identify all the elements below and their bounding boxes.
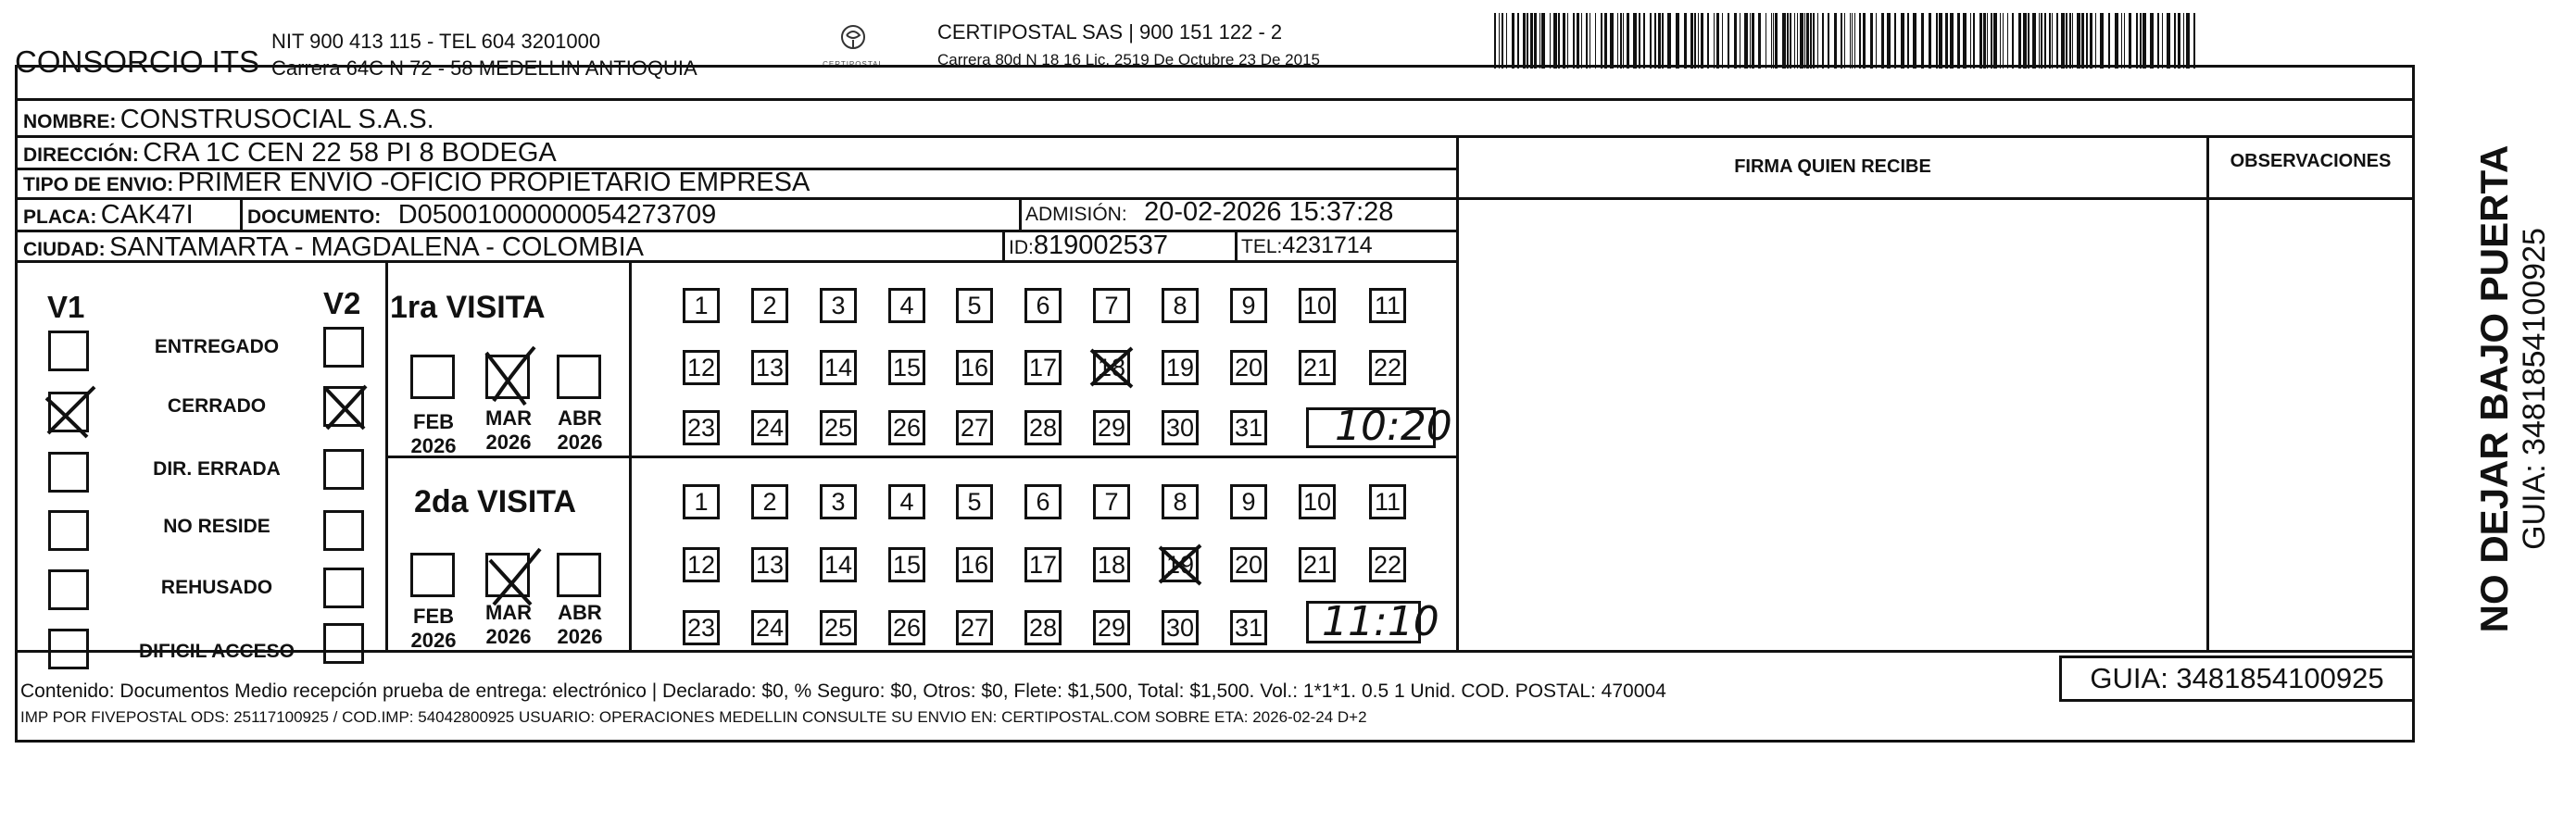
- tel-value: 4231714: [1282, 232, 1373, 258]
- barcode-bar: [1604, 13, 1607, 69]
- v2-rehusado-checkbox[interactable]: [323, 568, 364, 608]
- barcode-bar: [1517, 13, 1519, 69]
- barcode-bar: [1744, 13, 1748, 69]
- visit1-day-11[interactable]: 11: [1369, 288, 1406, 323]
- visit1-day-4[interactable]: 4: [888, 288, 925, 323]
- barcode-bar: [2066, 13, 2067, 69]
- visit2-mar-check-mark: [488, 547, 544, 608]
- barcode-bar: [2108, 13, 2110, 69]
- status-rehusado: REHUSADO: [160, 577, 273, 598]
- barcode-bar: [2157, 13, 2159, 69]
- visit2-day-11[interactable]: 11: [1369, 484, 1406, 519]
- visit1-day-18[interactable]: 18: [1093, 350, 1130, 385]
- barcode-bar: [1527, 13, 1528, 69]
- barcode-bar: [1794, 13, 1795, 69]
- barcode-bar: [2100, 13, 2104, 69]
- barcode-bar: [1716, 13, 1719, 69]
- barcode-bar: [1945, 13, 1948, 69]
- barcode-bar: [1901, 13, 1904, 69]
- barcode-bar: [1633, 13, 1637, 69]
- visit2-day-3[interactable]: 3: [820, 484, 857, 519]
- barcode-bar: [2129, 13, 2131, 69]
- barcode-bar: [1694, 13, 1696, 69]
- visit2-feb-checkbox[interactable]: [410, 553, 455, 597]
- barcode-bar: [1714, 13, 1715, 69]
- documento-field: [247, 200, 716, 231]
- barcode-bar: [2023, 13, 2027, 69]
- barcode-bar: [1662, 13, 1664, 69]
- barcode-bar: [1676, 13, 1679, 69]
- barcode-bar: [1658, 13, 1661, 69]
- barcode-bar: [2086, 13, 2088, 69]
- barcode-bar: [1758, 13, 1761, 69]
- tipo-envio-field: [23, 168, 810, 198]
- barcode-bar: [1567, 13, 1568, 69]
- barcode-bar: [2095, 13, 2096, 69]
- barcode-bar: [1541, 13, 1545, 69]
- divider: [240, 197, 243, 230]
- barcode-bar: [2061, 13, 2065, 69]
- barcode-bar: [1773, 13, 1774, 69]
- v1-cerrado-check-mark: [43, 385, 102, 441]
- barcode-bar: [2162, 13, 2163, 69]
- v1-entregado-checkbox[interactable]: [48, 331, 89, 371]
- visit2-time: 11:10: [1322, 598, 1439, 645]
- barcode-bar: [1870, 13, 1873, 69]
- id-field: [1009, 231, 1168, 261]
- visit2-mar-label: MAR 2026: [484, 601, 533, 648]
- barcode-bar: [2150, 13, 2154, 69]
- status-dir-errada: DIR. ERRADA: [153, 458, 281, 480]
- barcode-bar: [1722, 13, 1723, 69]
- visit2-day-26[interactable]: 26: [888, 610, 925, 645]
- barcode-bar: [1667, 13, 1671, 69]
- barcode-bar: [1654, 13, 1656, 69]
- status-entregado: ENTREGADO: [154, 336, 280, 357]
- visit2-day-20[interactable]: 20: [1230, 547, 1267, 582]
- visit1-day-1[interactable]: 1: [683, 288, 720, 323]
- documento-value: D05001000000054273709: [397, 200, 717, 230]
- barcode-bar: [1494, 13, 1496, 69]
- visit1-day-12[interactable]: 12: [683, 350, 720, 385]
- visit1-day-16[interactable]: 16: [956, 350, 993, 385]
- visit1-feb-label: FEB 2026: [410, 410, 457, 457]
- visit1-day-31[interactable]: 31: [1230, 410, 1267, 445]
- barcode-bar: [1859, 13, 1861, 69]
- barcode-bar: [1782, 13, 1786, 69]
- visit2-day-9[interactable]: 9: [1230, 484, 1267, 519]
- visit1-day-23[interactable]: 23: [683, 410, 720, 445]
- barcode-bar: [1563, 13, 1565, 69]
- barcode-bar: [1963, 13, 1967, 69]
- visit1-day-check-mark: [1087, 344, 1136, 391]
- barcode-bar: [1550, 13, 1551, 69]
- barcode-bar: [2115, 13, 2118, 69]
- visit1-day-14[interactable]: 14: [820, 350, 857, 385]
- barcode-bar: [1553, 13, 1557, 69]
- barcode-bar: [2186, 13, 2190, 69]
- barcode-bar: [1620, 13, 1622, 69]
- certi-line2: Carrera 80d N 18 16 Lic. 2519 De Octubre 23 De 2015: [937, 51, 1320, 69]
- barcode-bar: [1852, 13, 1853, 69]
- divider: [1456, 135, 1459, 650]
- tipo-envio-value: PRIMER ENVÍO -OFICIO PROPIETARIO EMPRESA: [177, 168, 810, 197]
- barcode-bar: [1534, 13, 1537, 69]
- barcode-bar: [1950, 13, 1954, 69]
- visit1-abr-checkbox[interactable]: [557, 355, 601, 399]
- barcode-bar: [2032, 13, 2036, 69]
- visit2-day-28[interactable]: 28: [1024, 610, 1062, 645]
- barcode-bar: [1750, 13, 1751, 69]
- logo-icon: [835, 23, 872, 55]
- barcode-bar: [2039, 13, 2040, 69]
- visit1-day-9[interactable]: 9: [1230, 288, 1267, 323]
- visit2-day-16[interactable]: 16: [956, 547, 993, 582]
- direccion-field: [23, 138, 557, 169]
- visit2-day-1[interactable]: 1: [683, 484, 720, 519]
- barcode-bar: [2174, 13, 2176, 69]
- visit1-day-5[interactable]: 5: [956, 288, 993, 323]
- footer-contenido: Contenido: Documentos Medio recepción prueba de entrega: electrónico | Declarado: $0, % Seguro: $0, Otros: $0, Flete: $1,500, Total: $1,500. Vol.: 1*1*1. 0.5 1 Unid. COD. POSTAL: 470004: [20, 680, 1666, 702]
- visit2-day-17[interactable]: 17: [1024, 547, 1062, 582]
- visit1-day-22[interactable]: 22: [1369, 350, 1406, 385]
- barcode-bar: [1530, 13, 1533, 69]
- barcode-bar: [2049, 13, 2051, 69]
- visit2-day-21[interactable]: 21: [1299, 547, 1336, 582]
- delivery-form: [15, 65, 2415, 743]
- admision-label: ADMISIÓN:: [1025, 204, 1127, 225]
- barcode-bar: [1586, 13, 1588, 69]
- barcode-bar: [1979, 13, 1982, 69]
- visit1-title: 1ra VISITA: [390, 290, 546, 325]
- v1-rehusado-checkbox[interactable]: [48, 569, 89, 610]
- barcode-bar: [2069, 13, 2071, 69]
- ciudad-field: [23, 232, 644, 263]
- barcode-bar: [1973, 13, 1975, 69]
- v1-no-reside-checkbox[interactable]: [48, 510, 89, 551]
- barcode-bar: [1650, 13, 1652, 69]
- barcode: [1494, 13, 2195, 69]
- visit2-day-8[interactable]: 8: [1162, 484, 1199, 519]
- barcode-bar: [1887, 13, 1891, 69]
- visit1-day-28[interactable]: 28: [1024, 410, 1062, 445]
- barcode-bar: [1734, 13, 1737, 69]
- barcode-bar: [2041, 13, 2042, 69]
- firma-header: FIRMA QUIEN RECIBE: [1734, 156, 1931, 177]
- visit1-day-27[interactable]: 27: [956, 410, 993, 445]
- v1-header: V1: [47, 290, 85, 324]
- barcode-bar: [2090, 13, 2092, 69]
- visit2-day-25[interactable]: 25: [820, 610, 857, 645]
- admision-field: [1025, 197, 1393, 228]
- barcode-bar: [1523, 13, 1526, 69]
- divider: [2412, 98, 2415, 650]
- visit1-day-30[interactable]: 30: [1162, 410, 1199, 445]
- visit2-day-4[interactable]: 4: [888, 484, 925, 519]
- visit1-time: 10:20: [1335, 403, 1452, 450]
- visit1-time-box[interactable]: [1306, 403, 1452, 450]
- barcode-bar: [1577, 13, 1579, 69]
- barcode-bar: [1936, 13, 1938, 69]
- barcode-bar: [1913, 13, 1916, 69]
- direccion-value: CRA 1C CEN 22 58 PI 8 BODEGA: [143, 138, 557, 168]
- barcode-bar: [1881, 13, 1884, 69]
- nombre-label: NOMBRE:: [23, 111, 117, 132]
- address-line: Carrera 64C N 72 - 58 MEDELLIN ANTIOQUIA: [271, 56, 697, 80]
- barcode-bar: [1817, 13, 1818, 69]
- barcode-bar: [1573, 13, 1575, 69]
- nit-line: NIT 900 413 115 - TEL 604 3201000: [271, 30, 601, 53]
- barcode-bar: [1707, 13, 1709, 69]
- barcode-bar: [2193, 13, 2195, 69]
- barcode-bar: [1921, 13, 1924, 69]
- v2-dir-errada-checkbox[interactable]: [323, 449, 364, 490]
- tel-label: TEL:: [1241, 236, 1283, 257]
- barcode-bar: [1728, 13, 1729, 69]
- barcode-bar: [1844, 13, 1845, 69]
- barcode-bar: [1804, 13, 1805, 69]
- barcode-bar: [1993, 13, 1997, 69]
- observaciones-header: OBSERVACIONES: [2230, 151, 2392, 171]
- barcode-bar: [2183, 13, 2184, 69]
- barcode-bar: [1957, 13, 1960, 69]
- visit2-abr-label: ABR 2026: [557, 601, 603, 648]
- visit1-day-21[interactable]: 21: [1299, 350, 1336, 385]
- barcode-bar: [2012, 13, 2014, 69]
- barcode-bar: [1601, 13, 1602, 69]
- nombre-field: [23, 105, 434, 135]
- visit2-day-6[interactable]: 6: [1024, 484, 1062, 519]
- documento-label: DOCUMENTO:: [247, 206, 382, 228]
- visit1-day-19[interactable]: 19: [1162, 350, 1199, 385]
- barcode-bar: [1907, 13, 1909, 69]
- visit2-day-2[interactable]: 2: [751, 484, 788, 519]
- visit1-day-6[interactable]: 6: [1024, 288, 1062, 323]
- visit1-day-10[interactable]: 10: [1299, 288, 1336, 323]
- barcode-bar: [1775, 13, 1778, 69]
- side-label: [2473, 145, 2553, 633]
- visit2-day-7[interactable]: 7: [1093, 484, 1130, 519]
- visit2-day-23[interactable]: 23: [683, 610, 720, 645]
- visit2-day-24[interactable]: 24: [751, 610, 788, 645]
- visit2-feb-label: FEB 2026: [410, 605, 457, 652]
- barcode-bar: [1834, 13, 1837, 69]
- barcode-bar: [1690, 13, 1693, 69]
- id-value: 819002537: [1033, 231, 1168, 260]
- barcode-bar: [1539, 13, 1540, 69]
- barcode-bar: [1929, 13, 1931, 69]
- v2-dificil-acceso-checkbox[interactable]: [323, 623, 364, 664]
- barcode-bar: [2178, 13, 2180, 69]
- visit1-day-8[interactable]: 8: [1162, 288, 1199, 323]
- side-title: NO DEJAR BAJO PUERTA: [2472, 144, 2516, 633]
- barcode-bar: [1502, 13, 1503, 69]
- ciudad-value: SANTAMARTA - MAGDALENA - COLOMBIA: [109, 232, 644, 262]
- barcode-bar: [1581, 13, 1582, 69]
- v2-entregado-checkbox[interactable]: [323, 327, 364, 368]
- visit2-day-check-mark: [1156, 542, 1204, 588]
- visit2-day-30[interactable]: 30: [1162, 610, 1199, 645]
- visit1-day-13[interactable]: 13: [751, 350, 788, 385]
- visit1-day-3[interactable]: 3: [820, 288, 857, 323]
- v1-dificil-acceso-checkbox[interactable]: [48, 629, 89, 669]
- barcode-bar: [1623, 13, 1624, 69]
- visit1-day-24[interactable]: 24: [751, 410, 788, 445]
- divider: [18, 98, 2412, 101]
- barcode-bar: [1558, 13, 1560, 69]
- side-guia: GUIA: 3481854100925: [2517, 228, 2552, 550]
- barcode-bar: [1790, 13, 1791, 69]
- barcode-bar: [1595, 13, 1596, 69]
- visit2-time-box[interactable]: [1306, 598, 1439, 645]
- barcode-bar: [2136, 13, 2138, 69]
- guia-box: GUIA: 3481854100925: [2059, 655, 2415, 702]
- visit1-day-25[interactable]: 25: [820, 410, 857, 445]
- barcode-bar: [1684, 13, 1687, 69]
- barcode-bar: [2018, 13, 2021, 69]
- barcode-bar: [1506, 13, 1507, 69]
- barcode-bar: [2142, 13, 2146, 69]
- visit2-day-15[interactable]: 15: [888, 547, 925, 582]
- placa-field: [23, 200, 194, 231]
- company-name: CONSORCIO ITS: [15, 44, 260, 79]
- barcode-bar: [1771, 13, 1772, 69]
- barcode-bar: [1850, 13, 1851, 69]
- barcode-bar: [1617, 13, 1618, 69]
- barcode-bar: [1512, 13, 1514, 69]
- barcode-bar: [1627, 13, 1629, 69]
- visit2-day-27[interactable]: 27: [956, 610, 993, 645]
- barcode-bar: [2052, 13, 2053, 69]
- divider: [385, 456, 1456, 458]
- visit1-abr-label: ABR 2026: [557, 406, 603, 454]
- direccion-label: DIRECCIÓN:: [23, 144, 139, 166]
- barcode-bar: [1983, 13, 1986, 69]
- visit2-day-10[interactable]: 10: [1299, 484, 1336, 519]
- v2-cerrado-check-mark: [320, 382, 371, 434]
- barcode-bar: [2003, 13, 2004, 69]
- visit1-day-20[interactable]: 20: [1230, 350, 1267, 385]
- barcode-bar: [1698, 13, 1699, 69]
- admision-value: 20-02-2026 15:37:28: [1144, 197, 1394, 227]
- v2-header: V2: [323, 286, 361, 320]
- barcode-bar: [1841, 13, 1842, 69]
- footer-imp: IMP POR FIVEPOSTAL ODS: 25117100925 / COD.IMP: 54042800925 USUARIO: OPERACIONES MEDELLIN CONSULTE SU ENVIO EN: CERTIPOSTAL.COM SOBRE ETA: 2026-02-24 D+2: [20, 708, 1367, 726]
- visit2-title: 2da VISITA: [414, 484, 577, 519]
- barcode-bar: [1752, 13, 1754, 69]
- barcode-bar: [2056, 13, 2058, 69]
- divider: [18, 650, 2412, 653]
- visit2-day-29[interactable]: 29: [1093, 610, 1130, 645]
- barcode-bar: [1970, 13, 1971, 69]
- barcode-bar: [1822, 13, 1824, 69]
- barcode-bar: [1828, 13, 1829, 69]
- barcode-bar: [1797, 13, 1798, 69]
- barcode-bar: [1854, 13, 1855, 69]
- barcode-bar: [2121, 13, 2122, 69]
- placa-label: PLACA:: [23, 206, 97, 228]
- v1-dir-errada-checkbox[interactable]: [48, 452, 89, 493]
- tipo-envio-label: TIPO DE ENVIO:: [23, 174, 174, 195]
- visit2-day-18[interactable]: 18: [1093, 547, 1130, 582]
- visit2-day-5[interactable]: 5: [956, 484, 993, 519]
- visit2-day-12[interactable]: 12: [683, 547, 720, 582]
- barcode-bar: [1876, 13, 1877, 69]
- tel-field: [1241, 232, 1373, 259]
- ciudad-label: CIUDAD:: [23, 239, 106, 260]
- barcode-bar: [2044, 13, 2046, 69]
- visit1-mar-label: MAR 2026: [484, 406, 533, 454]
- nombre-value: CONSTRUSOCIAL S.A.S.: [119, 105, 434, 134]
- barcode-bar: [1939, 13, 1942, 69]
- visit2-day-19[interactable]: 19: [1162, 547, 1199, 582]
- barcode-bar: [1991, 13, 1992, 69]
- divider: [1019, 197, 1022, 230]
- visit1-day-17[interactable]: 17: [1024, 350, 1062, 385]
- barcode-bar: [2007, 13, 2008, 69]
- visit2-day-13[interactable]: 13: [751, 547, 788, 582]
- divider: [1002, 230, 1005, 260]
- visit2-day-14[interactable]: 14: [820, 547, 857, 582]
- visit2-abr-checkbox[interactable]: [557, 553, 601, 597]
- barcode-bar: [2081, 13, 2084, 69]
- barcode-bar: [2000, 13, 2001, 69]
- placa-value: CAK47I: [100, 200, 194, 230]
- barcode-bar: [1499, 13, 1500, 69]
- barcode-bar: [1894, 13, 1896, 69]
- barcode-bar: [1987, 13, 1988, 69]
- divider: [1235, 230, 1238, 260]
- barcode-bar: [2140, 13, 2142, 69]
- visit1-day-26[interactable]: 26: [888, 410, 925, 445]
- certi-line1: CERTIPOSTAL SAS | 900 151 122 - 2: [937, 20, 1283, 44]
- barcode-bar: [2077, 13, 2080, 69]
- barcode-bar: [1800, 13, 1803, 69]
- id-label: ID:: [1009, 237, 1034, 258]
- logo-text: CERTIPOSTAL: [823, 60, 884, 69]
- barcode-bar: [1701, 13, 1703, 69]
- divider: [2206, 135, 2209, 650]
- visit1-feb-checkbox[interactable]: [410, 355, 455, 399]
- visit1-mar-check-mark: [483, 345, 538, 406]
- barcode-bar: [1813, 13, 1815, 69]
- v2-no-reside-checkbox[interactable]: [323, 510, 364, 551]
- status-dificil-acceso: DIFICIL ACCESO: [138, 641, 295, 662]
- barcode-bar: [1639, 13, 1640, 69]
- barcode-bar: [1787, 13, 1789, 69]
- visit2-day-22[interactable]: 22: [1369, 547, 1406, 582]
- barcode-bar: [2028, 13, 2029, 69]
- visit1-day-2[interactable]: 2: [751, 288, 788, 323]
- barcode-bar: [1643, 13, 1645, 69]
- barcode-bar: [2072, 13, 2073, 69]
- barcode-bar: [1806, 13, 1809, 69]
- status-cerrado: CERRADO: [167, 395, 267, 417]
- visit2-day-31[interactable]: 31: [1230, 610, 1267, 645]
- barcode-bar: [1810, 13, 1812, 69]
- visit1-day-29[interactable]: 29: [1093, 410, 1130, 445]
- status-no-reside: NO RESIDE: [163, 516, 270, 537]
- visit1-day-7[interactable]: 7: [1093, 288, 1130, 323]
- barcode-bar: [1863, 13, 1866, 69]
- barcode-bar: [2167, 13, 2170, 69]
- visit1-day-15[interactable]: 15: [888, 350, 925, 385]
- barcode-bar: [1610, 13, 1614, 69]
- barcode-bar: [2124, 13, 2125, 69]
